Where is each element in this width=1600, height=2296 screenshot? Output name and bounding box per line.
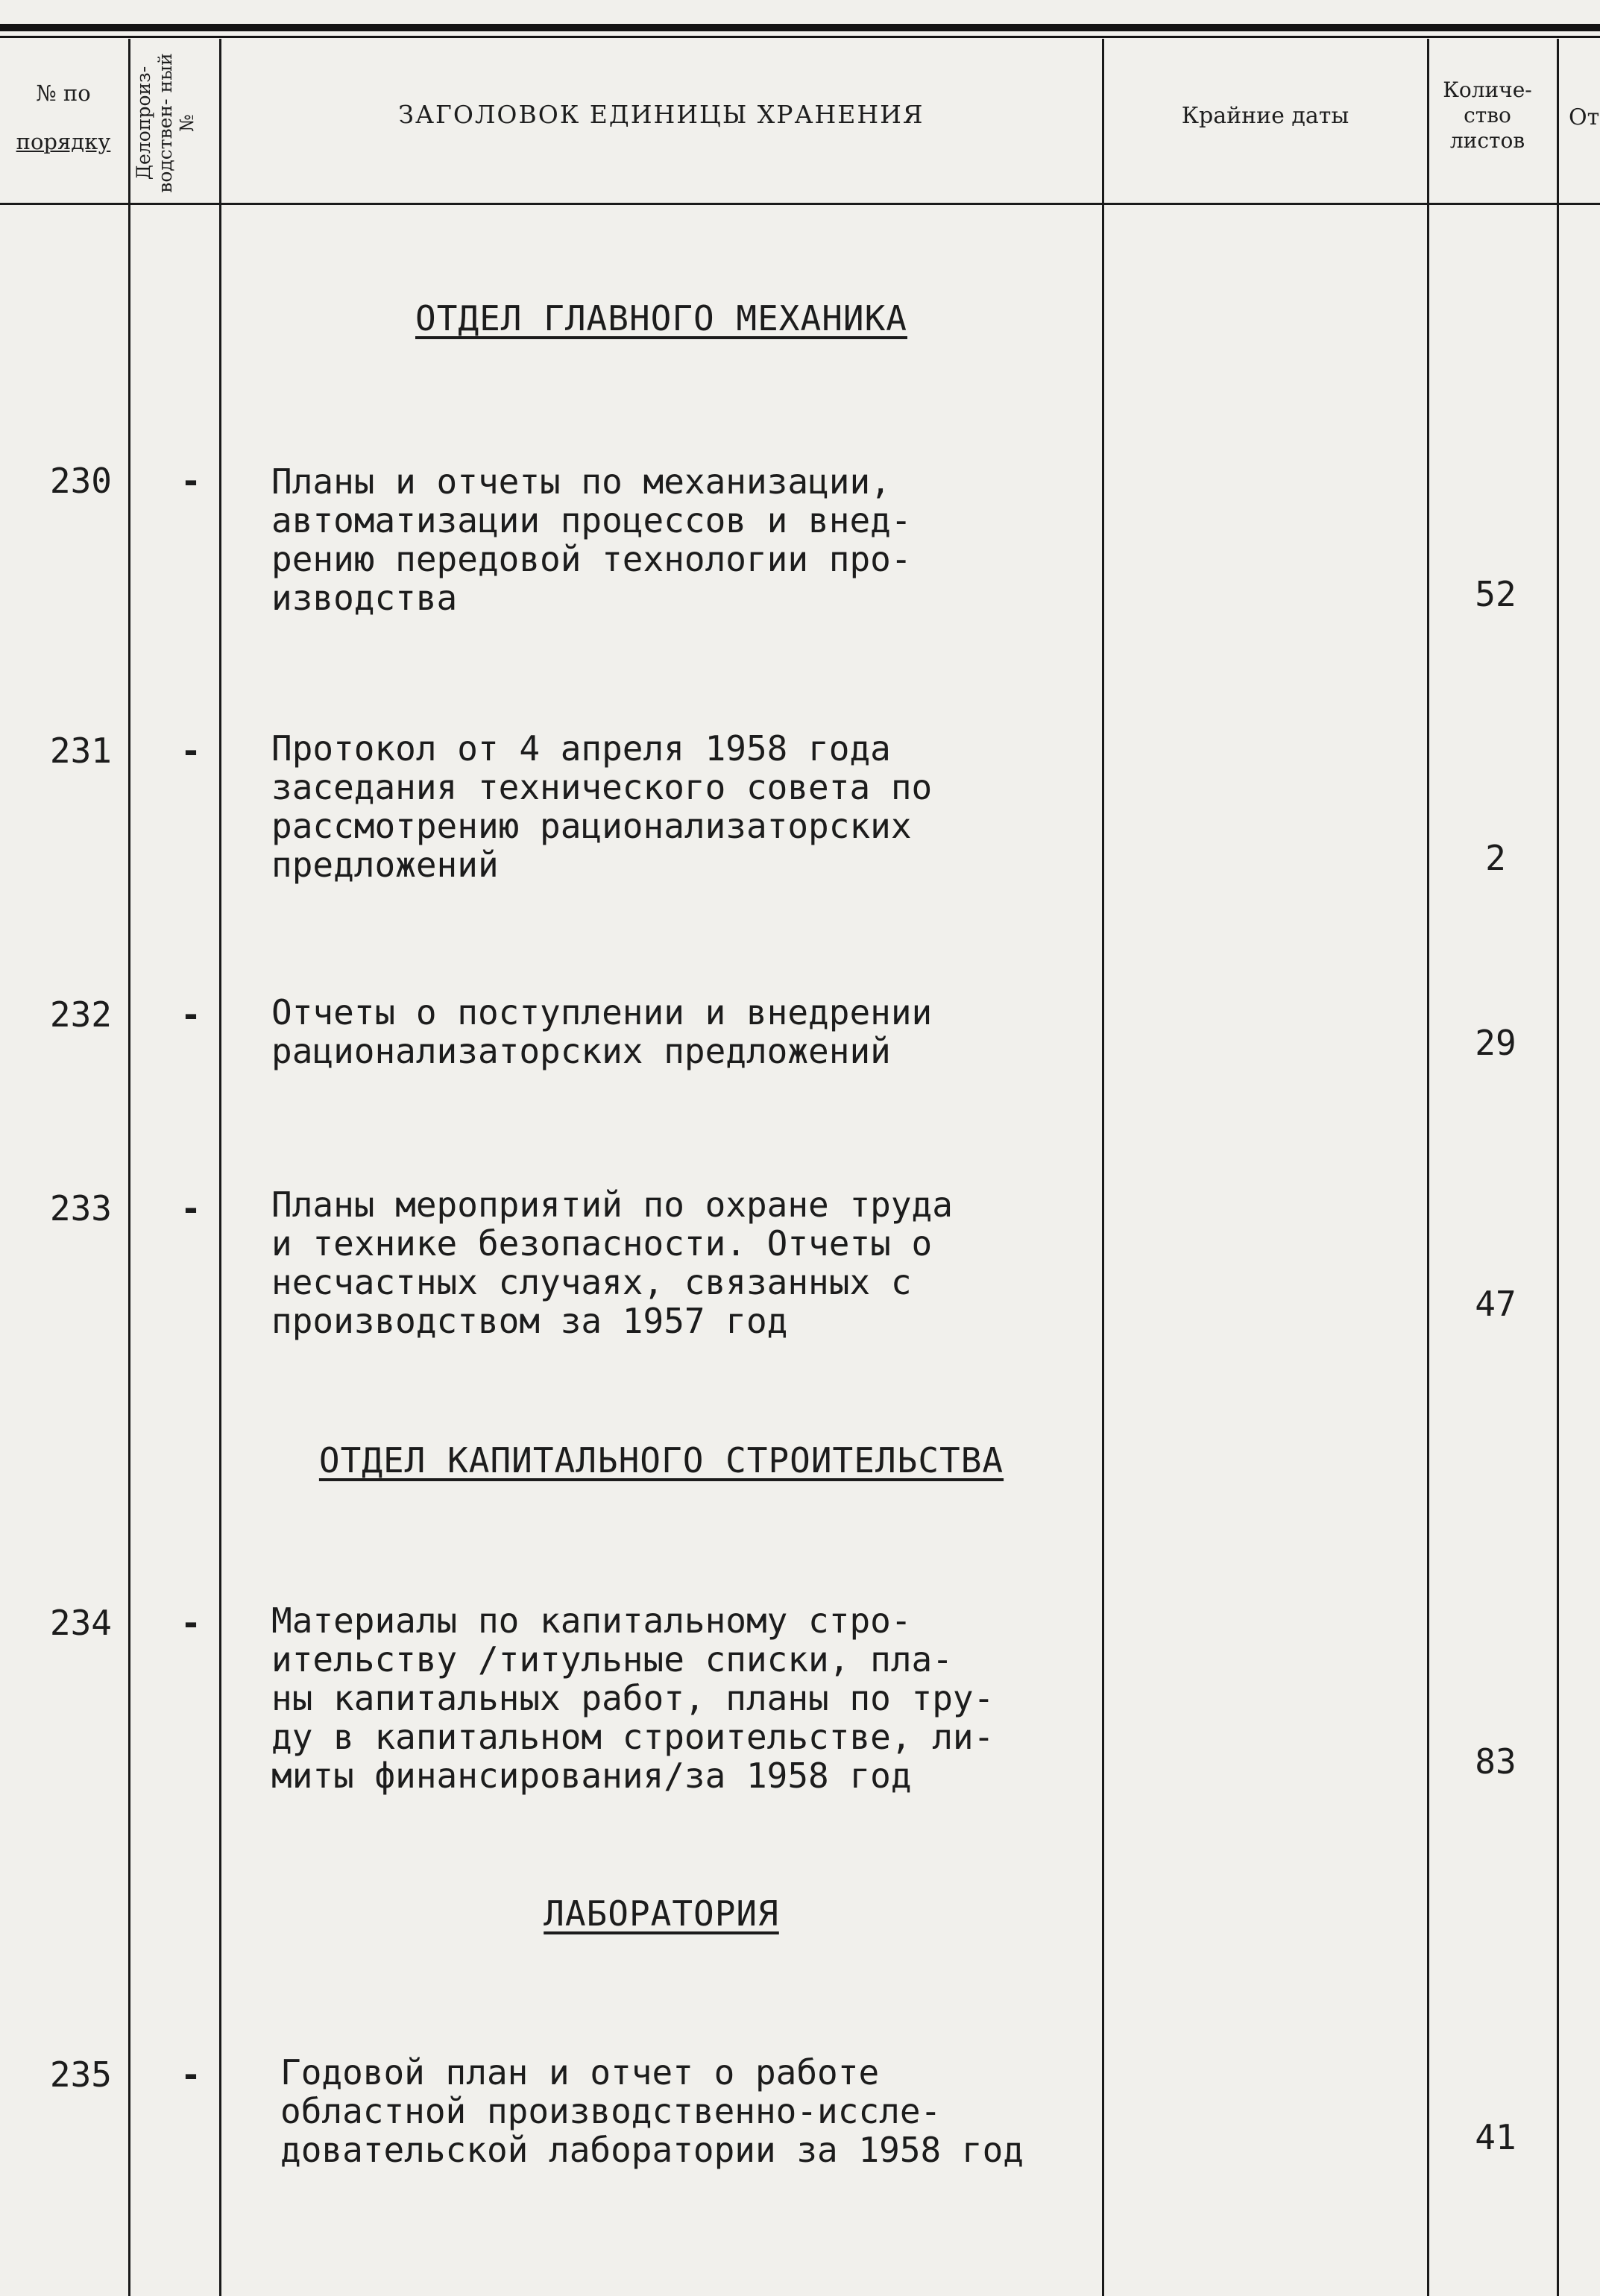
header-delo-number: Делопроиз- водствен- ный № bbox=[133, 53, 198, 193]
row-title bbox=[271, 1185, 1106, 1340]
row-title-line: Планы и отчеты по механизации, bbox=[271, 461, 891, 502]
header-number bbox=[0, 81, 127, 155]
header-count-line2: ство bbox=[1464, 103, 1511, 127]
row-title bbox=[271, 1601, 1106, 1795]
header-extra-column: От bbox=[1569, 104, 1600, 130]
row-title-line: областной производственно-иссле- bbox=[280, 2091, 942, 2131]
row-sheet-count: 52 bbox=[1475, 574, 1516, 614]
row-title-line: Материалы по капитальному стро- bbox=[271, 1600, 912, 1641]
header-number-line2: порядку bbox=[16, 128, 111, 154]
header-dates: Крайние даты bbox=[1181, 103, 1349, 129]
row-title-line: рассмотрению рационализаторских bbox=[271, 806, 912, 846]
row-delo-number: - bbox=[180, 1603, 201, 1643]
row-title-line: несчастных случаях, связанных с bbox=[271, 1262, 912, 1302]
row-sheet-count: 29 bbox=[1475, 1023, 1516, 1063]
row-sheet-count: 83 bbox=[1475, 1741, 1516, 1782]
row-sheet-count: 2 bbox=[1485, 838, 1506, 878]
header-sheet-count bbox=[1430, 78, 1545, 154]
row-title-line: и технике безопасности. Отчеты о bbox=[271, 1223, 933, 1264]
column-divider-1 bbox=[128, 39, 130, 2296]
header-count-line3: листов bbox=[1449, 128, 1525, 153]
column-divider-3 bbox=[1102, 39, 1104, 2296]
row-number: 234 bbox=[49, 1603, 112, 1643]
column-divider-2 bbox=[219, 39, 221, 2296]
row-title-line: Годовой план и отчет о работе bbox=[280, 2052, 880, 2092]
row-number: 235 bbox=[49, 2054, 112, 2095]
section-heading-chief-mechanic: ОТДЕЛ ГЛАВНОГО МЕХАНИКА bbox=[415, 298, 907, 338]
row-title bbox=[271, 462, 1106, 617]
row-title-line: довательской лаборатории за 1958 год bbox=[280, 2130, 1024, 2170]
row-delo-number: - bbox=[180, 2054, 201, 2095]
row-title-line: рационализаторских предложений bbox=[271, 1031, 891, 1071]
row-number: 233 bbox=[49, 1188, 112, 1229]
row-number: 232 bbox=[49, 994, 112, 1035]
row-sheet-count: 41 bbox=[1475, 2117, 1516, 2157]
row-title bbox=[271, 993, 1106, 1070]
header-bottom-rule bbox=[0, 203, 1600, 205]
column-divider-4 bbox=[1427, 39, 1429, 2296]
section-heading-laboratory: ЛАБОРАТОРИЯ bbox=[544, 1893, 779, 1934]
row-title bbox=[271, 729, 1106, 884]
row-title-line: автоматизации процессов и внед- bbox=[271, 500, 912, 540]
section-heading-capital-construction: ОТДЕЛ КАПИТАЛЬНОГО СТРОИТЕЛЬСТВА bbox=[318, 1440, 1004, 1480]
row-delo-number: - bbox=[180, 994, 201, 1035]
row-number: 230 bbox=[49, 461, 112, 501]
row-title-line: Протокол от 4 апреля 1958 года bbox=[271, 728, 891, 769]
top-thin-rule bbox=[0, 36, 1600, 38]
row-title-line: производством за 1957 год bbox=[271, 1301, 788, 1341]
row-title-line: ны капитальных работ, планы по тру- bbox=[271, 1678, 995, 1718]
row-number: 231 bbox=[49, 731, 112, 771]
row-delo-number: - bbox=[180, 461, 201, 501]
row-title-line: ду в капитальном строительстве, ли- bbox=[271, 1717, 995, 1757]
row-sheet-count: 47 bbox=[1475, 1284, 1516, 1324]
row-title-line: Отчеты о поступлении и внедрении bbox=[271, 992, 933, 1032]
header-title: ЗАГОЛОВОК ЕДИНИЦЫ ХРАНЕНИЯ bbox=[398, 100, 925, 129]
column-divider-5 bbox=[1557, 39, 1559, 2296]
row-title-line: заседания технического совета по bbox=[271, 767, 933, 807]
row-title-line: миты финансирования/за 1958 год bbox=[271, 1756, 912, 1796]
row-delo-number: - bbox=[180, 731, 201, 771]
row-title-line: ительству /титульные списки, пла- bbox=[271, 1639, 953, 1680]
header-count-line1: Количе- bbox=[1443, 78, 1532, 102]
row-title-line: Планы мероприятий по охране труда bbox=[271, 1185, 953, 1225]
top-thick-rule bbox=[0, 24, 1600, 31]
header-number-line1: № по bbox=[36, 81, 91, 106]
row-title-line: изводства bbox=[271, 578, 458, 618]
row-title-line: рению передовой технологии про- bbox=[271, 539, 912, 579]
row-delo-number: - bbox=[180, 1188, 201, 1229]
row-title bbox=[280, 2053, 1115, 2169]
row-title-line: предложений bbox=[271, 845, 499, 885]
